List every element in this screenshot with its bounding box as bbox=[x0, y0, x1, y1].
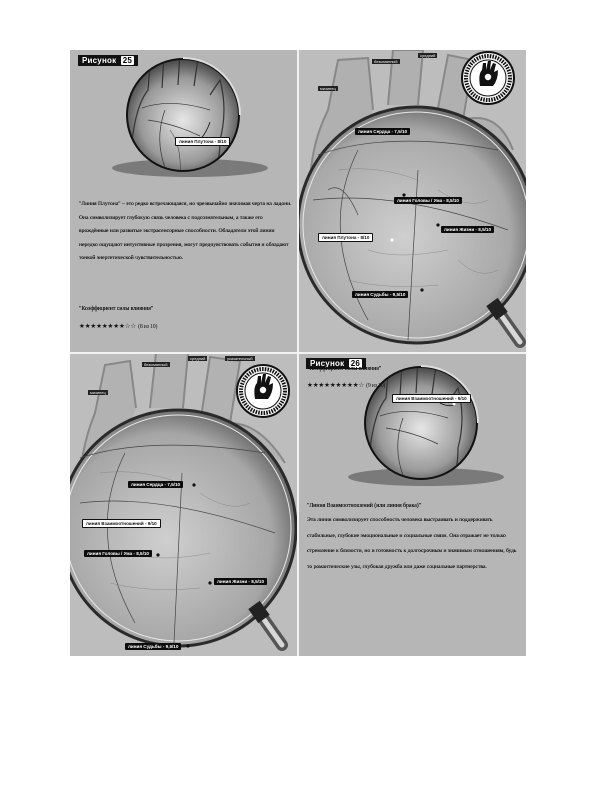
pluto-description: "Линия Плутона" – это редко встречающаяся, но чрезвычайно значимая черта на ладони. Она символизирует глубокую связь человека с подсознательным, а также его врождённые или развитые экстрасенсорные способности. Обладатели этой линии нередко ощущают интуитивные прозрения, могут предчувствовать события и обладают тонкой энергетической чувствительностью. bbox=[79, 201, 292, 261]
pluto-line-badge-2: линия Плутона - 8/10 bbox=[318, 233, 373, 242]
fate-line-badge-2: линия Судьбы - 9,5/10 bbox=[125, 643, 181, 650]
pluto-rating-stars: ★★★★★★★★☆☆ bbox=[79, 323, 137, 330]
head-line-badge-2: линия Головы / Ума - 8,5/10 bbox=[84, 550, 152, 557]
figure-26-panel bbox=[298, 353, 526, 656]
figure-26-title: Рисунок 26 bbox=[306, 358, 366, 369]
relations-description: Эта линия символизирует способность человека выстраивать и поддерживать стабильные, глубокие эмоциональные и социальные связи. Она отражает не только стремление к близости, но и готовность к долгосрочным и значимым отношениям, будь то романтические узы, глубокая дружба или даже социальные партнерства. bbox=[307, 517, 517, 570]
pluto-coefficient-label: "Коэффициент силы влияния" bbox=[79, 306, 154, 312]
relations-title: "Линия Взаимоотношений (или линия брака)" bbox=[307, 503, 422, 509]
pluto-line-badge: линия Плутона - 8/10 bbox=[175, 137, 230, 146]
pluto-rating-value: (8 из 10) bbox=[138, 324, 158, 330]
palm-magnifier-relations bbox=[70, 353, 298, 656]
relations-rating-stars: ★★★★★★★★★☆ bbox=[307, 382, 365, 389]
finger-label-ring: безымянный bbox=[374, 59, 398, 64]
life-line-badge-2: линия Жизни - 8,5/10 bbox=[214, 578, 267, 585]
palm-magnifier-pluto bbox=[298, 50, 526, 353]
finger-label-index-2: указательный bbox=[227, 356, 253, 361]
figure-25-title: Рисунок 25 bbox=[78, 55, 138, 66]
relations-rating bbox=[307, 381, 385, 389]
finger-label-ring-2: безымянный bbox=[144, 362, 168, 367]
finger-label-middle-2: средний bbox=[190, 356, 206, 361]
pluto-rating bbox=[79, 322, 157, 330]
finger-label-little: мизинец bbox=[320, 86, 336, 91]
head-line-badge: линия Головы / Ума - 8,5/10 bbox=[394, 197, 462, 204]
relations-line-badge: линия Взаимоотношений - 9/10 bbox=[82, 519, 161, 528]
palmistry-seal-logo bbox=[460, 50, 516, 106]
fate-line-badge: линия Судьбы - 9,5/10 bbox=[352, 291, 408, 298]
figure-25-panel bbox=[70, 50, 298, 353]
document-sheet bbox=[70, 50, 526, 656]
finger-label-middle: средний bbox=[420, 53, 436, 58]
life-line-badge: линия Жизни - 8,5/10 bbox=[441, 226, 494, 233]
heart-line-badge: линия Сердца - 7,5/10 bbox=[355, 128, 410, 135]
relations-line-badge-2: линия Взаимоотношений - 9/10 bbox=[392, 394, 471, 403]
relations-coefficient-label-v: "Коэффициент силы влияния" bbox=[307, 366, 382, 372]
relations-rating-value: (9 из 10) bbox=[366, 383, 386, 389]
palmistry-seal-logo-2 bbox=[235, 363, 291, 419]
heart-line-badge-2: линия Сердца - 7,5/10 bbox=[128, 481, 183, 488]
finger-label-little-2: мизинец bbox=[90, 390, 106, 395]
horizontal-divider bbox=[70, 352, 526, 354]
